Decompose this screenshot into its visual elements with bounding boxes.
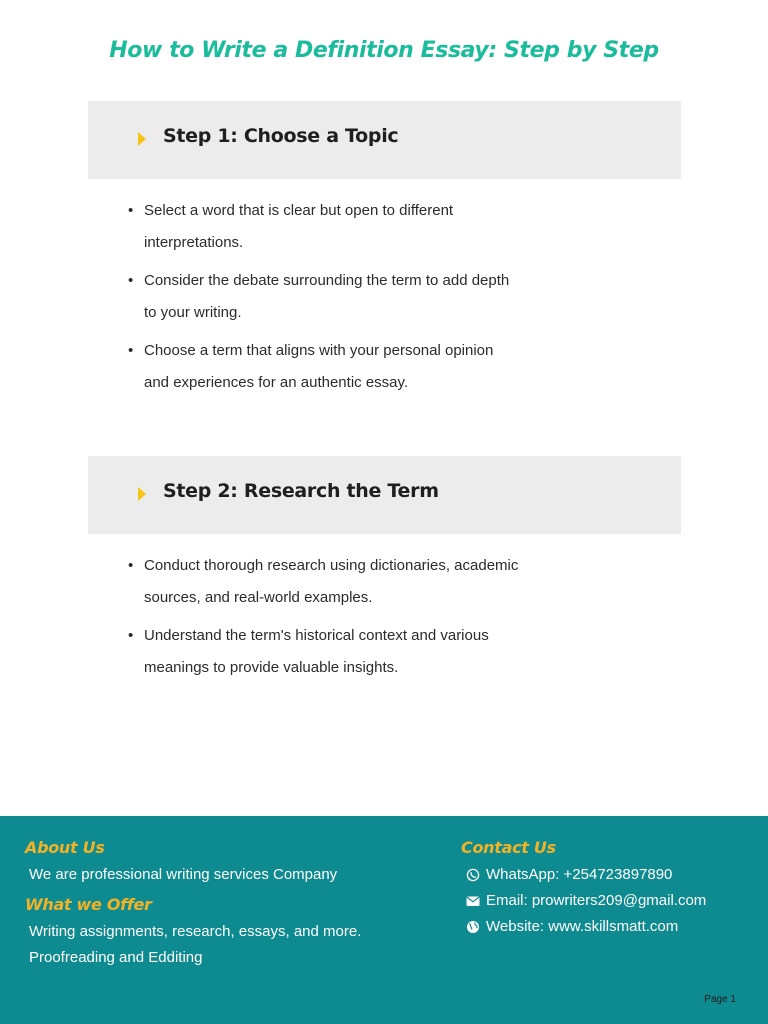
offer-text-line-2: Proofreading and Edditing <box>29 949 203 966</box>
step-2-header <box>88 456 681 534</box>
list-item <box>128 550 548 614</box>
about-us-heading: About Us <box>25 838 105 857</box>
bullet-text: Choose a term that aligns with your personal opinion <box>144 342 494 359</box>
bullet-marker: • <box>128 272 134 289</box>
contact-us-heading: Contact Us <box>461 838 556 857</box>
website-text: Website: www.skillsmatt.com <box>486 918 679 935</box>
step-1-bullet-list <box>128 195 548 405</box>
bullet-text-continued: sources, and real-world examples. <box>144 589 373 606</box>
bullet-text: Consider the debate surrounding the term to add depth <box>144 272 510 289</box>
website-contact[interactable] <box>466 918 678 935</box>
bullet-text: Select a word that is clear but open to different <box>144 202 454 219</box>
step-2-bullet-list <box>128 550 548 690</box>
email-contact[interactable] <box>466 892 706 909</box>
whatsapp-text: WhatsApp: +254723897890 <box>486 866 673 883</box>
step-2-title: Step 2: Research the Term <box>163 480 439 502</box>
bullet-marker: • <box>128 202 134 219</box>
step-1-title: Step 1: Choose a Topic <box>163 125 399 147</box>
what-we-offer-heading: What we Offer <box>25 895 152 914</box>
globe-icon <box>466 920 480 934</box>
bullet-text: Understand the term's historical context and various <box>144 627 489 644</box>
email-text: Email: prowriters209@gmail.com <box>486 892 707 909</box>
bullet-text-continued: to your writing. <box>144 304 242 321</box>
bullet-text-continued: and experiences for an authentic essay. <box>144 374 409 391</box>
about-us-text: We are professional writing services Company <box>29 866 338 883</box>
step-1-header <box>88 101 681 179</box>
bullet-marker: • <box>128 627 134 644</box>
page-title: How to Write a Definition Essay: Step by Step <box>109 38 659 63</box>
bullet-marker: • <box>128 342 134 359</box>
list-item <box>128 620 548 684</box>
bullet-text: Conduct thorough research using dictionaries, academic <box>144 557 519 574</box>
bullet-text-continued: interpretations. <box>144 234 244 251</box>
whatsapp-contact[interactable] <box>466 866 672 883</box>
offer-text-line-1: Writing assignments, research, essays, and more. <box>29 923 362 940</box>
page-number: Page 1 <box>704 994 736 1005</box>
caret-right-icon <box>138 487 146 501</box>
list-item <box>128 335 548 399</box>
envelope-icon <box>466 894 480 908</box>
bullet-text-continued: meanings to provide valuable insights. <box>144 659 399 676</box>
caret-right-icon <box>138 132 146 146</box>
whatsapp-icon <box>466 868 480 882</box>
footer <box>0 816 768 1024</box>
bullet-marker: • <box>128 557 134 574</box>
list-item <box>128 265 548 329</box>
list-item <box>128 195 548 259</box>
